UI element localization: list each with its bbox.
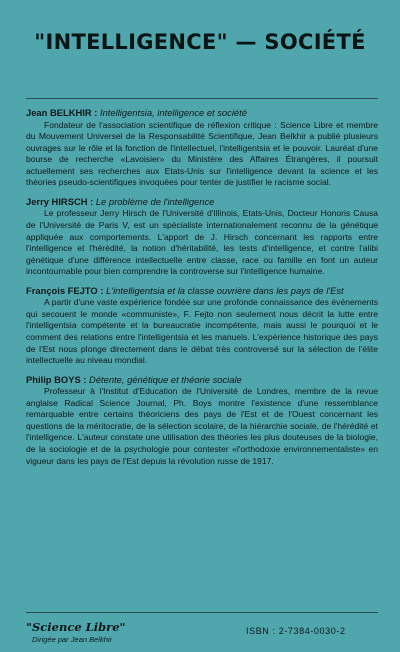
series-name: "Science Libre" [26, 620, 126, 634]
entry-heading [26, 374, 378, 386]
separator: : [80, 373, 90, 385]
entry-heading [26, 107, 378, 119]
isbn: ISBN : 2-7384-0030-2 [246, 626, 346, 636]
entry-text: Le professeur Jerry Hirsch de l'Université d'Illinois, Etats-Unis, Docteur Honoris Causa de l'Université de Paris V, est un spécialiste internationalement reconnu de la génétique appliquée aux comportements. L'apport de J. Hirsch concernant les rapports entre l'intelligence et l'hérédité, la notion d'héritabilité, les tests d'intelligence, et contre l'alibi génétique d'une différence intellectuelle entre classe, race ou famille en font un auteur incontournable pour bien comprendre la controverse sur l'intelligence humaine. [26, 208, 378, 277]
entry-heading [26, 196, 378, 208]
entry-boys [26, 374, 378, 467]
bottom-divider [26, 612, 378, 613]
author-name: Philip BOYS [26, 373, 81, 385]
work-title: Le problème de l'intelligence [95, 195, 215, 207]
entry-heading [26, 285, 378, 297]
series-editor: Dirigée par Jean Belkhir [32, 635, 113, 644]
separator: : [97, 284, 107, 296]
entry-hirsch [26, 196, 378, 278]
top-divider [26, 98, 378, 99]
contributors-section [26, 107, 378, 474]
entry-text: Fondateur de l'association scientifique de réflexion critique : Science Libre et membre du Mouvement Universel de la Responsabilité Scientifique, Jean Belkhir a publié plusieurs ouvrages sur le rôle et la fonction de l'intellectuel, l'intelligentsia et le pouvoir. Lauréat d'une bourse de recherche «Lavoisier» du Ministère des Affaires Étrangères, il poursuit actuellement ses recherches aux Etats-Unis sur l'intelligence devant la science et les théories pseudo-scientifiques invoquées pour tenter de justifier le racisme social. [26, 119, 378, 188]
work-title: L'intelligentsia et la classe ouvrière dans les pays de l'Est [106, 284, 344, 296]
separator: : [87, 195, 96, 207]
work-title: Intelligentsia, intelligence et société [99, 107, 247, 118]
author-name: François FEJTO [26, 284, 98, 296]
entry-text: A partir d'une vaste expérience fondée sur une profonde connaissance des événements qui secouent le monde «communiste», F. Fejto non seulement nous décrit la lutte entre l'intelligentsia compétente et la bureaucratie incompétente, mais aussi le pourquoi et le comment des relations entre l'intelligentsia et les manuels. L'expérience historique des pays de l'Est nous plonge directement dans le débat très controversé sur la sélection de l'élite intellectuelle au niveau mondial. [26, 297, 378, 366]
entry-fejto [26, 285, 378, 367]
entry-text: Professeur à l'Institut d'Education de l'Université de Londres, membre de la revue anglaise Radical Science Journal, Ph. Boys montre l'existence d'une ressemblance remarquable entre certains théoriciens des pays de l'Est et de l'Ouest concernant les questions de la méritocratie, de la sélection scolaire, de la hiérarchie sociale, de l'hérédité et l'intelligence. L'auteur constate une utilisation des théories les plus douteuses de la biologie, de la sociologie et de la psychologie pour contester «l'orthodoxie environnementaliste» en vigueur dans les pays de l'Est depuis la révolution russe de 1917. [26, 386, 378, 466]
author-name: Jean BELKHIR [26, 107, 92, 118]
separator: : [91, 107, 100, 118]
series-logo [26, 620, 126, 644]
entry-belkhir [26, 107, 378, 189]
author-name: Jerry HIRSCH [26, 195, 88, 207]
book-title: "INTELLIGENCE" — SOCIÉTÉ [34, 30, 366, 54]
work-title: Détente, génétique et théorie sociale [89, 373, 242, 385]
